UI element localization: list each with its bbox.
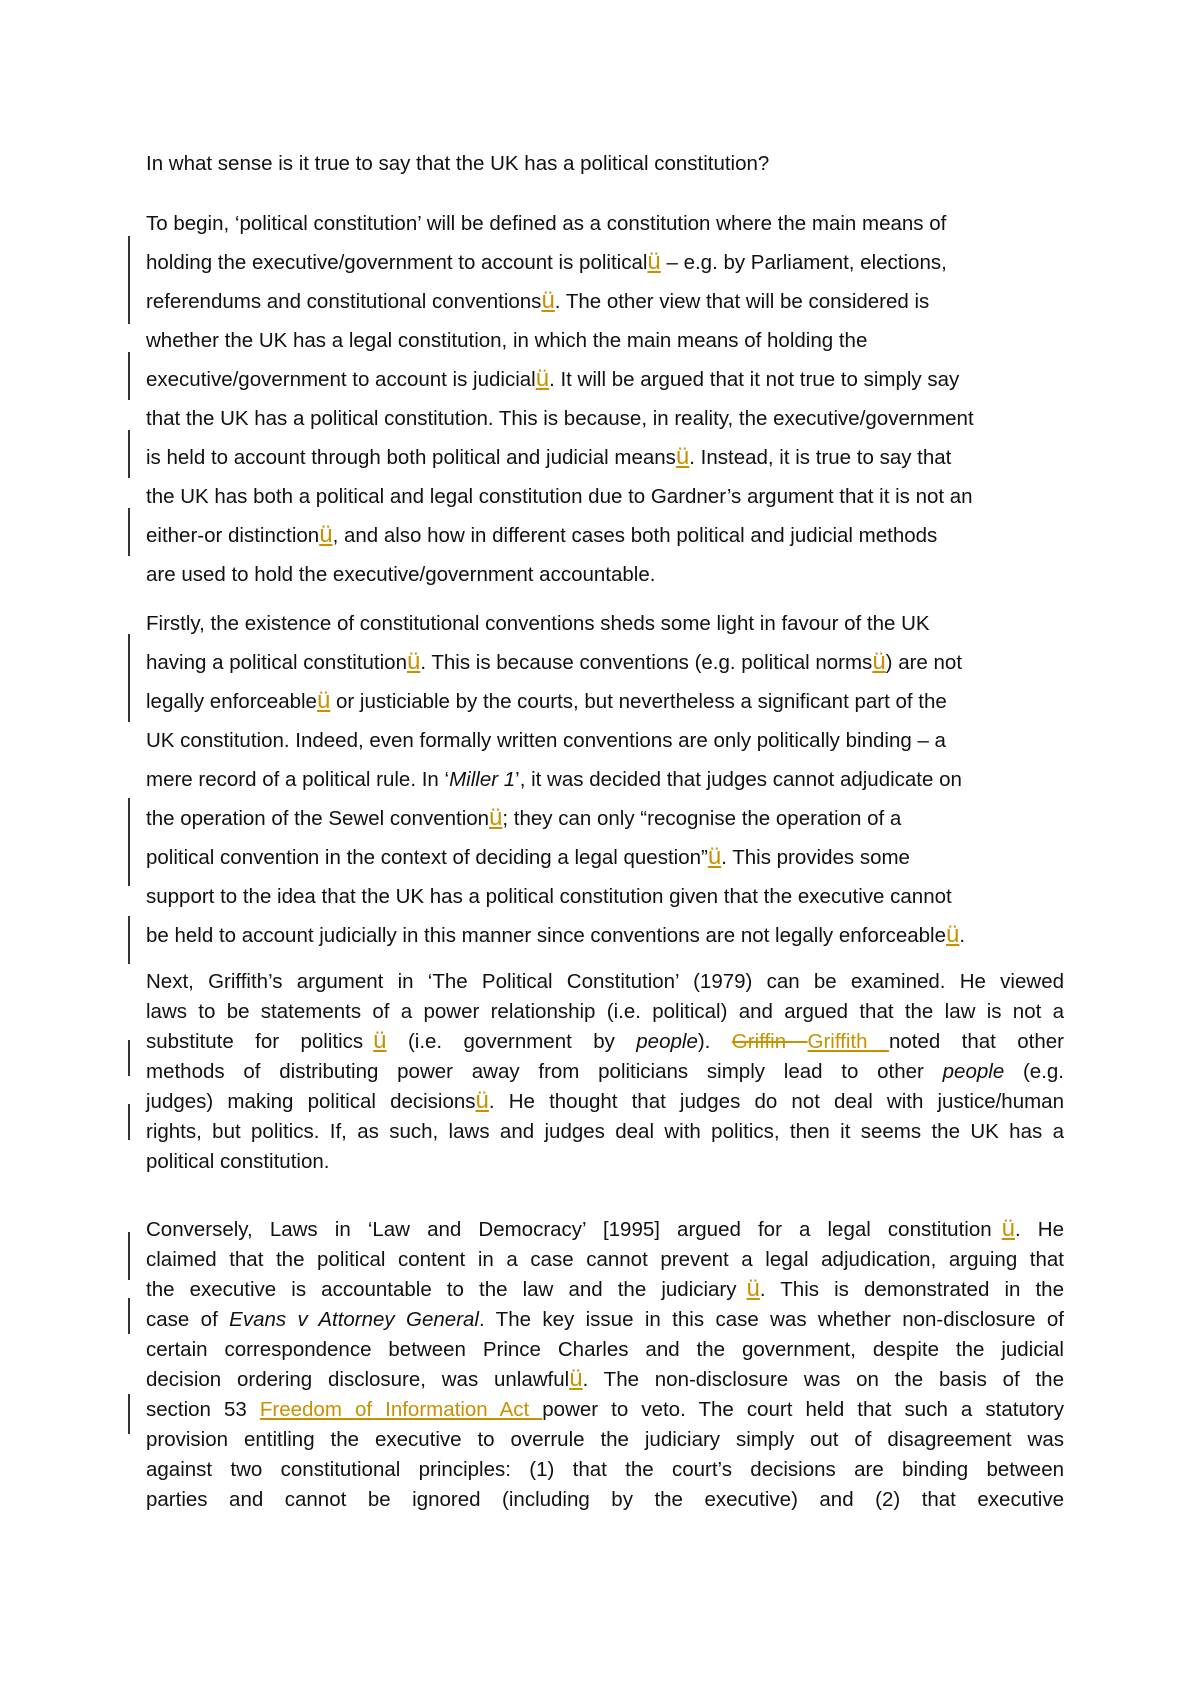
text-run: . This is because conventions (e.g. political norms — [420, 651, 873, 674]
text-line — [146, 1395, 1064, 1425]
text-run: Conversely, Laws in ‘Law and Democracy’ [1995] argued for a legal constitution — [146, 1218, 992, 1241]
text-run: executive/government to account is judicial — [146, 368, 536, 391]
change-bar — [128, 1394, 130, 1434]
change-bar — [128, 1298, 130, 1334]
emphasis: people — [636, 1030, 698, 1053]
text-run: legally enforceable — [146, 690, 317, 713]
change-bar — [128, 508, 130, 556]
text-line: whether the UK has a legal constitution, in which the main means of holding the — [146, 329, 868, 352]
text-line — [146, 438, 1064, 477]
text-line: Firstly, the existence of constitutional conventions sheds some light in favour of the UK — [146, 612, 930, 635]
text-run: . This is demonstrated in the — [759, 1278, 1064, 1301]
change-bar — [128, 1104, 130, 1140]
text-run: be held to account judicially in this manner since conventions are not legally enforceable — [146, 924, 946, 947]
paragraph-griffith — [146, 967, 1064, 1177]
text-line — [146, 1365, 1064, 1395]
change-bar — [128, 352, 130, 400]
text-line — [146, 1275, 1064, 1305]
text-line: are used to hold the executive/government accountable. — [146, 563, 656, 586]
text-run: . He thought that judges do not deal with justice/human — [488, 1090, 1064, 1113]
text-run: . This provides some — [721, 846, 910, 869]
text-line: against two constitutional principles: (1) that the court’s decisions are binding between — [146, 1458, 1064, 1481]
text-run: the executive is accountable to the law and the judiciary — [146, 1278, 737, 1301]
text-run: . The other view that will be considered is — [554, 290, 930, 313]
text-run: political convention in the context of deciding a legal question” — [146, 846, 708, 869]
change-bar — [128, 798, 130, 886]
text-run: referendums and constitutional conventions — [146, 290, 542, 313]
text-line — [146, 516, 1064, 555]
text-line — [146, 1087, 1064, 1117]
text-run: – e.g. by Parliament, elections, — [660, 251, 947, 274]
text-line — [146, 1057, 1064, 1087]
text-line: the UK has both a political and legal constitution due to Gardner’s argument that it is not an — [146, 485, 973, 508]
text-line: To begin, ‘political constitution’ will be defined as a constitution where the main means of — [146, 212, 947, 235]
tick-mark-icon: ü — [373, 1027, 387, 1054]
text-run: . Instead, it is true to say that — [689, 446, 952, 469]
emphasis: people — [942, 1060, 1005, 1083]
text-run: either-or distinction — [146, 524, 320, 547]
text-line — [146, 682, 1064, 721]
text-line: claimed that the political content in a case cannot prevent a legal adjudication, arguing that — [146, 1248, 1064, 1271]
text-line — [146, 1215, 1064, 1245]
text-line: political constitution. — [146, 1150, 330, 1173]
tick-mark-icon: ü — [1001, 1215, 1015, 1242]
text-run: ) are not — [885, 651, 963, 674]
text-run: having a political constitution — [146, 651, 407, 674]
case-name: Miller 1 — [449, 768, 516, 791]
paragraph-intro — [146, 204, 1064, 594]
text-run: the operation of the Sewel convention — [146, 807, 490, 830]
paragraph-conventions — [146, 604, 1064, 955]
tick-mark-icon: ü — [489, 804, 503, 831]
text-line — [146, 799, 1064, 838]
text-line: certain correspondence between Prince Charles and the government, despite the judicial — [146, 1338, 1064, 1361]
text-run: (i.e. government by — [386, 1030, 637, 1053]
document-body — [146, 150, 1064, 1515]
text-run: mere record of a political rule. In ‘ — [146, 768, 450, 791]
text-run: or justiciable by the courts, but nevertheless a significant part of the — [330, 690, 947, 713]
change-bar — [128, 1232, 130, 1280]
change-bar — [128, 634, 130, 722]
text-run: noted that other — [888, 1030, 1064, 1053]
text-line: rights, but politics. If, as such, laws and judges deal with politics, then it seems the UK has a — [146, 1120, 1064, 1143]
deleted-text: Griffin — [731, 1030, 808, 1053]
text-run: , and also how in different cases both political and judicial methods — [332, 524, 938, 547]
tick-mark-icon: ü — [872, 648, 886, 675]
text-line — [146, 643, 1064, 682]
text-line: Next, Griffith’s argument in ‘The Political Constitution’ (1979) can be examined. He viewed — [146, 970, 1064, 993]
text-line — [146, 760, 1064, 799]
text-line — [146, 282, 1064, 321]
text-run: (e.g. — [1004, 1060, 1065, 1083]
text-run: judges) making political decisions — [146, 1090, 476, 1113]
text-line — [146, 1305, 1064, 1335]
text-line — [146, 838, 1064, 877]
text-run: power to veto. The court held that such a statutory — [542, 1398, 1064, 1421]
inserted-text: Freedom of Information Act — [259, 1398, 543, 1421]
text-run: . — [959, 924, 966, 947]
inserted-text: Griffith — [807, 1030, 889, 1053]
text-line — [146, 360, 1064, 399]
text-line: UK constitution. Indeed, even formally written conventions are only politically binding – a — [146, 729, 946, 752]
tick-mark-icon: ü — [647, 248, 661, 275]
tick-mark-icon: ü — [945, 921, 960, 948]
text-run: section 53 — [146, 1398, 260, 1421]
text-run: ). — [697, 1030, 732, 1053]
text-run: is held to account through both political and judicial means — [146, 446, 676, 469]
text-run: holding the executive/government to account is political — [146, 251, 648, 274]
tick-mark-icon: ü — [475, 1087, 489, 1114]
essay-question: In what sense is it true to say that the UK has a political constitution? — [146, 152, 770, 175]
text-run: . The non-disclosure was on the basis of the — [582, 1368, 1064, 1391]
tick-mark-icon: ü — [707, 843, 722, 870]
text-line — [146, 916, 1064, 955]
tick-mark-icon: ü — [541, 287, 555, 314]
tick-mark-icon: ü — [675, 443, 690, 470]
text-run: ; they can only “recognise the operation of a — [502, 807, 902, 830]
text-run: substitute for politics — [146, 1030, 364, 1053]
change-bar — [128, 430, 130, 478]
tick-mark-icon: ü — [569, 1365, 583, 1392]
text-run: case of — [146, 1308, 230, 1331]
text-line: support to the idea that the UK has a political constitution given that the executive cannot — [146, 885, 952, 908]
tick-mark-icon: ü — [535, 365, 550, 392]
case-name: Evans v Attorney General — [229, 1308, 479, 1331]
tick-mark-icon: ü — [316, 687, 331, 714]
text-run: . He — [1014, 1218, 1064, 1241]
text-run: methods of distributing power away from politicians simply lead to other — [146, 1060, 943, 1083]
tick-mark-icon: ü — [406, 648, 421, 675]
change-bar — [128, 276, 130, 324]
text-line: parties and cannot be ignored (including by the executive) and (2) that executive — [146, 1488, 1064, 1511]
text-line: laws to be statements of a power relationship (i.e. political) and argued that the law is not a — [146, 1000, 1064, 1023]
text-run: decision ordering disclosure, was unlawful — [146, 1368, 570, 1391]
change-bar — [128, 1040, 130, 1076]
text-run: . It will be argued that it not true to simply say — [549, 368, 960, 391]
tick-mark-icon: ü — [746, 1275, 760, 1302]
text-line — [146, 243, 1064, 282]
change-bar — [128, 916, 130, 964]
text-line — [146, 1027, 1064, 1057]
text-line: provision entitling the executive to overrule the judiciary simply out of disagreement was — [146, 1428, 1064, 1451]
text-run: ’, it was decided that judges cannot adjudicate on — [515, 768, 962, 791]
tick-mark-icon: ü — [319, 521, 333, 548]
text-run: . The key issue in this case was whether non-disclosure of — [478, 1308, 1065, 1331]
text-line: that the UK has a political constitution. This is because, in reality, the executive/government — [146, 407, 974, 430]
paragraph-laws — [146, 1215, 1064, 1515]
